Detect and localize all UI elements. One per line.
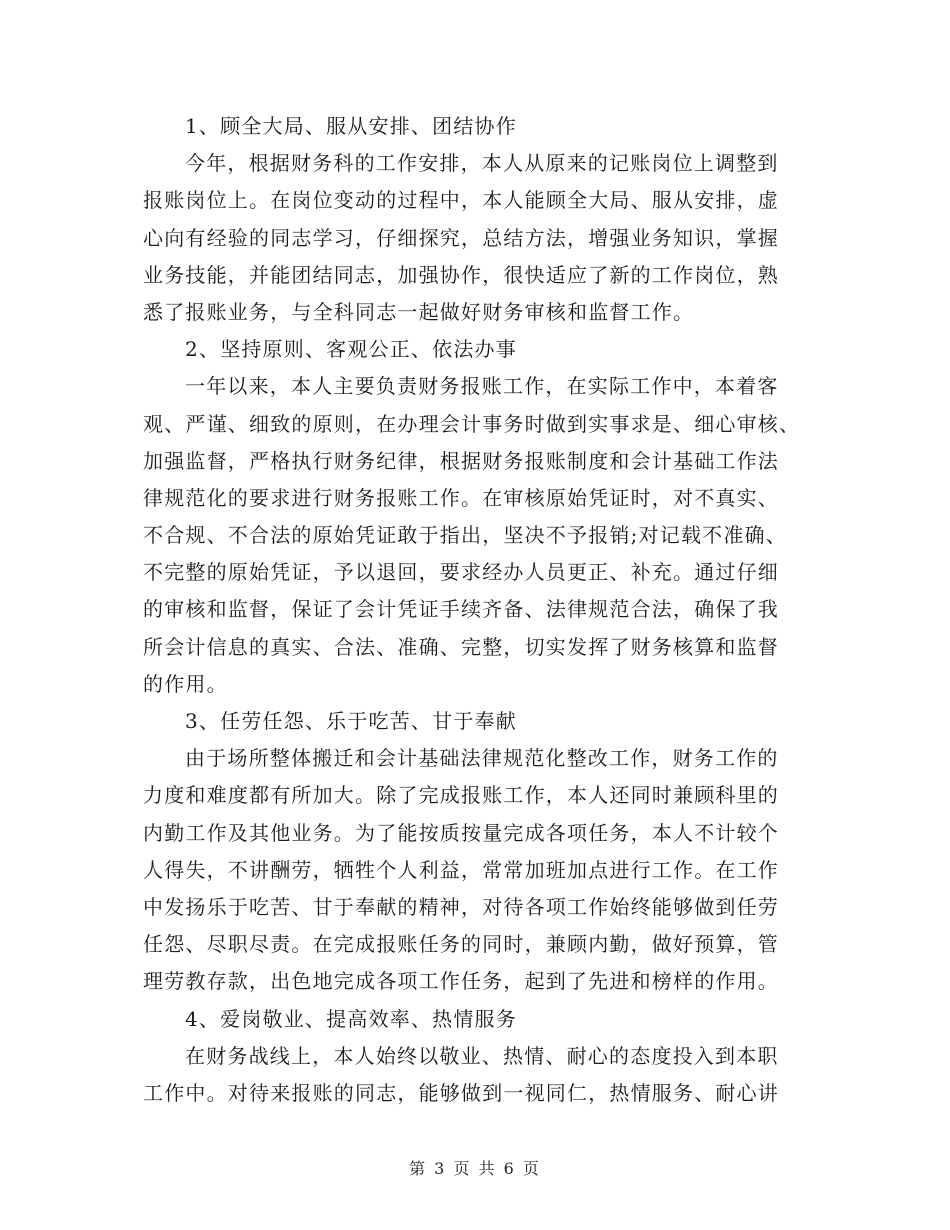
paragraph-first-line: 今年，根据财务科的工作安排，本人从原来的记账岗位上调整到 [185,151,779,176]
paragraph-line: 的审核和监督，保证了会计凭证手续齐备、法律规范合法，确保了我 [143,597,779,622]
paragraph-line: 理劳教存款，出色地完成各项工作任务，起到了先进和榜样的作用。 [143,969,779,994]
paragraph-line: 的作用。 [143,671,228,696]
paragraph-line: 律规范化的要求进行财务报账工作。在审核原始凭证时，对不真实、 [143,485,779,510]
paragraph-line: 心向有经验的同志学习，仔细探究，总结方法，增强业务知识，掌握 [143,225,779,250]
paragraph-line: 内勤工作及其他业务。为了能按质按量完成各项任务，本人不计较个 [143,820,779,845]
paragraph-first-line: 2、坚持原则、客观公正、依法办事 [185,337,517,362]
paragraph-line: 任怨、尽职尽责。在完成报账任务的同时，兼顾内勤，做好预算，管 [143,932,779,957]
paragraph-line: 人得失，不讲酬劳，牺牲个人利益，常常加班加点进行工作。在工作 [143,857,779,882]
paragraph-line: 业务技能，并能团结同志，加强协作，很快适应了新的工作岗位，熟 [143,262,779,287]
paragraph-line: 中发扬乐于吃苦、甘于奉献的精神，对待各项工作始终能够做到任劳 [143,894,779,919]
paragraph-first-line: 4、爱岗敬业、提高效率、热情服务 [185,1006,517,1031]
paragraph-line: 观、严谨、细致的原则，在办理会计事务时做到实事求是、细心审核、 [143,411,801,436]
paragraph-first-line: 1、顾全大局、服从安排、团结协作 [185,114,517,138]
paragraph-first-line: 3、任劳任怨、乐于吃苦、甘于奉献 [185,709,517,733]
paragraph-first-line: 由于场所整体搬迁和会计基础法律规范化整改工作，财务工作的 [185,746,779,771]
document-body [143,108,813,1112]
paragraph-line: 报账岗位上。在岗位变动的过程中，本人能顾全大局、服从安排，虚 [143,188,779,213]
paragraph-line: 悉了报账业务，与全科同志一起做好财务审核和监督工作。 [143,299,695,324]
paragraph-line: 力度和难度都有所加大。除了完成报账工作，本人还同时兼顾科里的 [143,783,779,808]
paragraph-line: 所会计信息的真实、合法、准确、完整，切实发挥了财务核算和监督 [143,634,779,659]
paragraph-line: 加强监督，严格执行财务纪律，根据财务报账制度和会计基础工作法 [143,448,779,473]
paragraph-first-line: 在财务战线上，本人始终以敬业、热情、耐心的态度投入到本职 [185,1043,779,1068]
paragraph-first-line: 一年以来，本人主要负责财务报账工作，在实际工作中，本着客 [185,374,779,399]
paragraph-line: 工作中。对待来报账的同志，能够做到一视同仁，热情服务、耐心讲 [143,1080,779,1105]
page-number-footer: 第 3 页 共 6 页 [409,1159,541,1178]
paragraph-line: 不合规、不合法的原始凭证敢于指出，坚决不予报销;对记载不准确、 [143,523,787,548]
paragraph-line: 不完整的原始凭证，予以退回，要求经办人员更正、补充。通过仔细 [143,560,779,585]
